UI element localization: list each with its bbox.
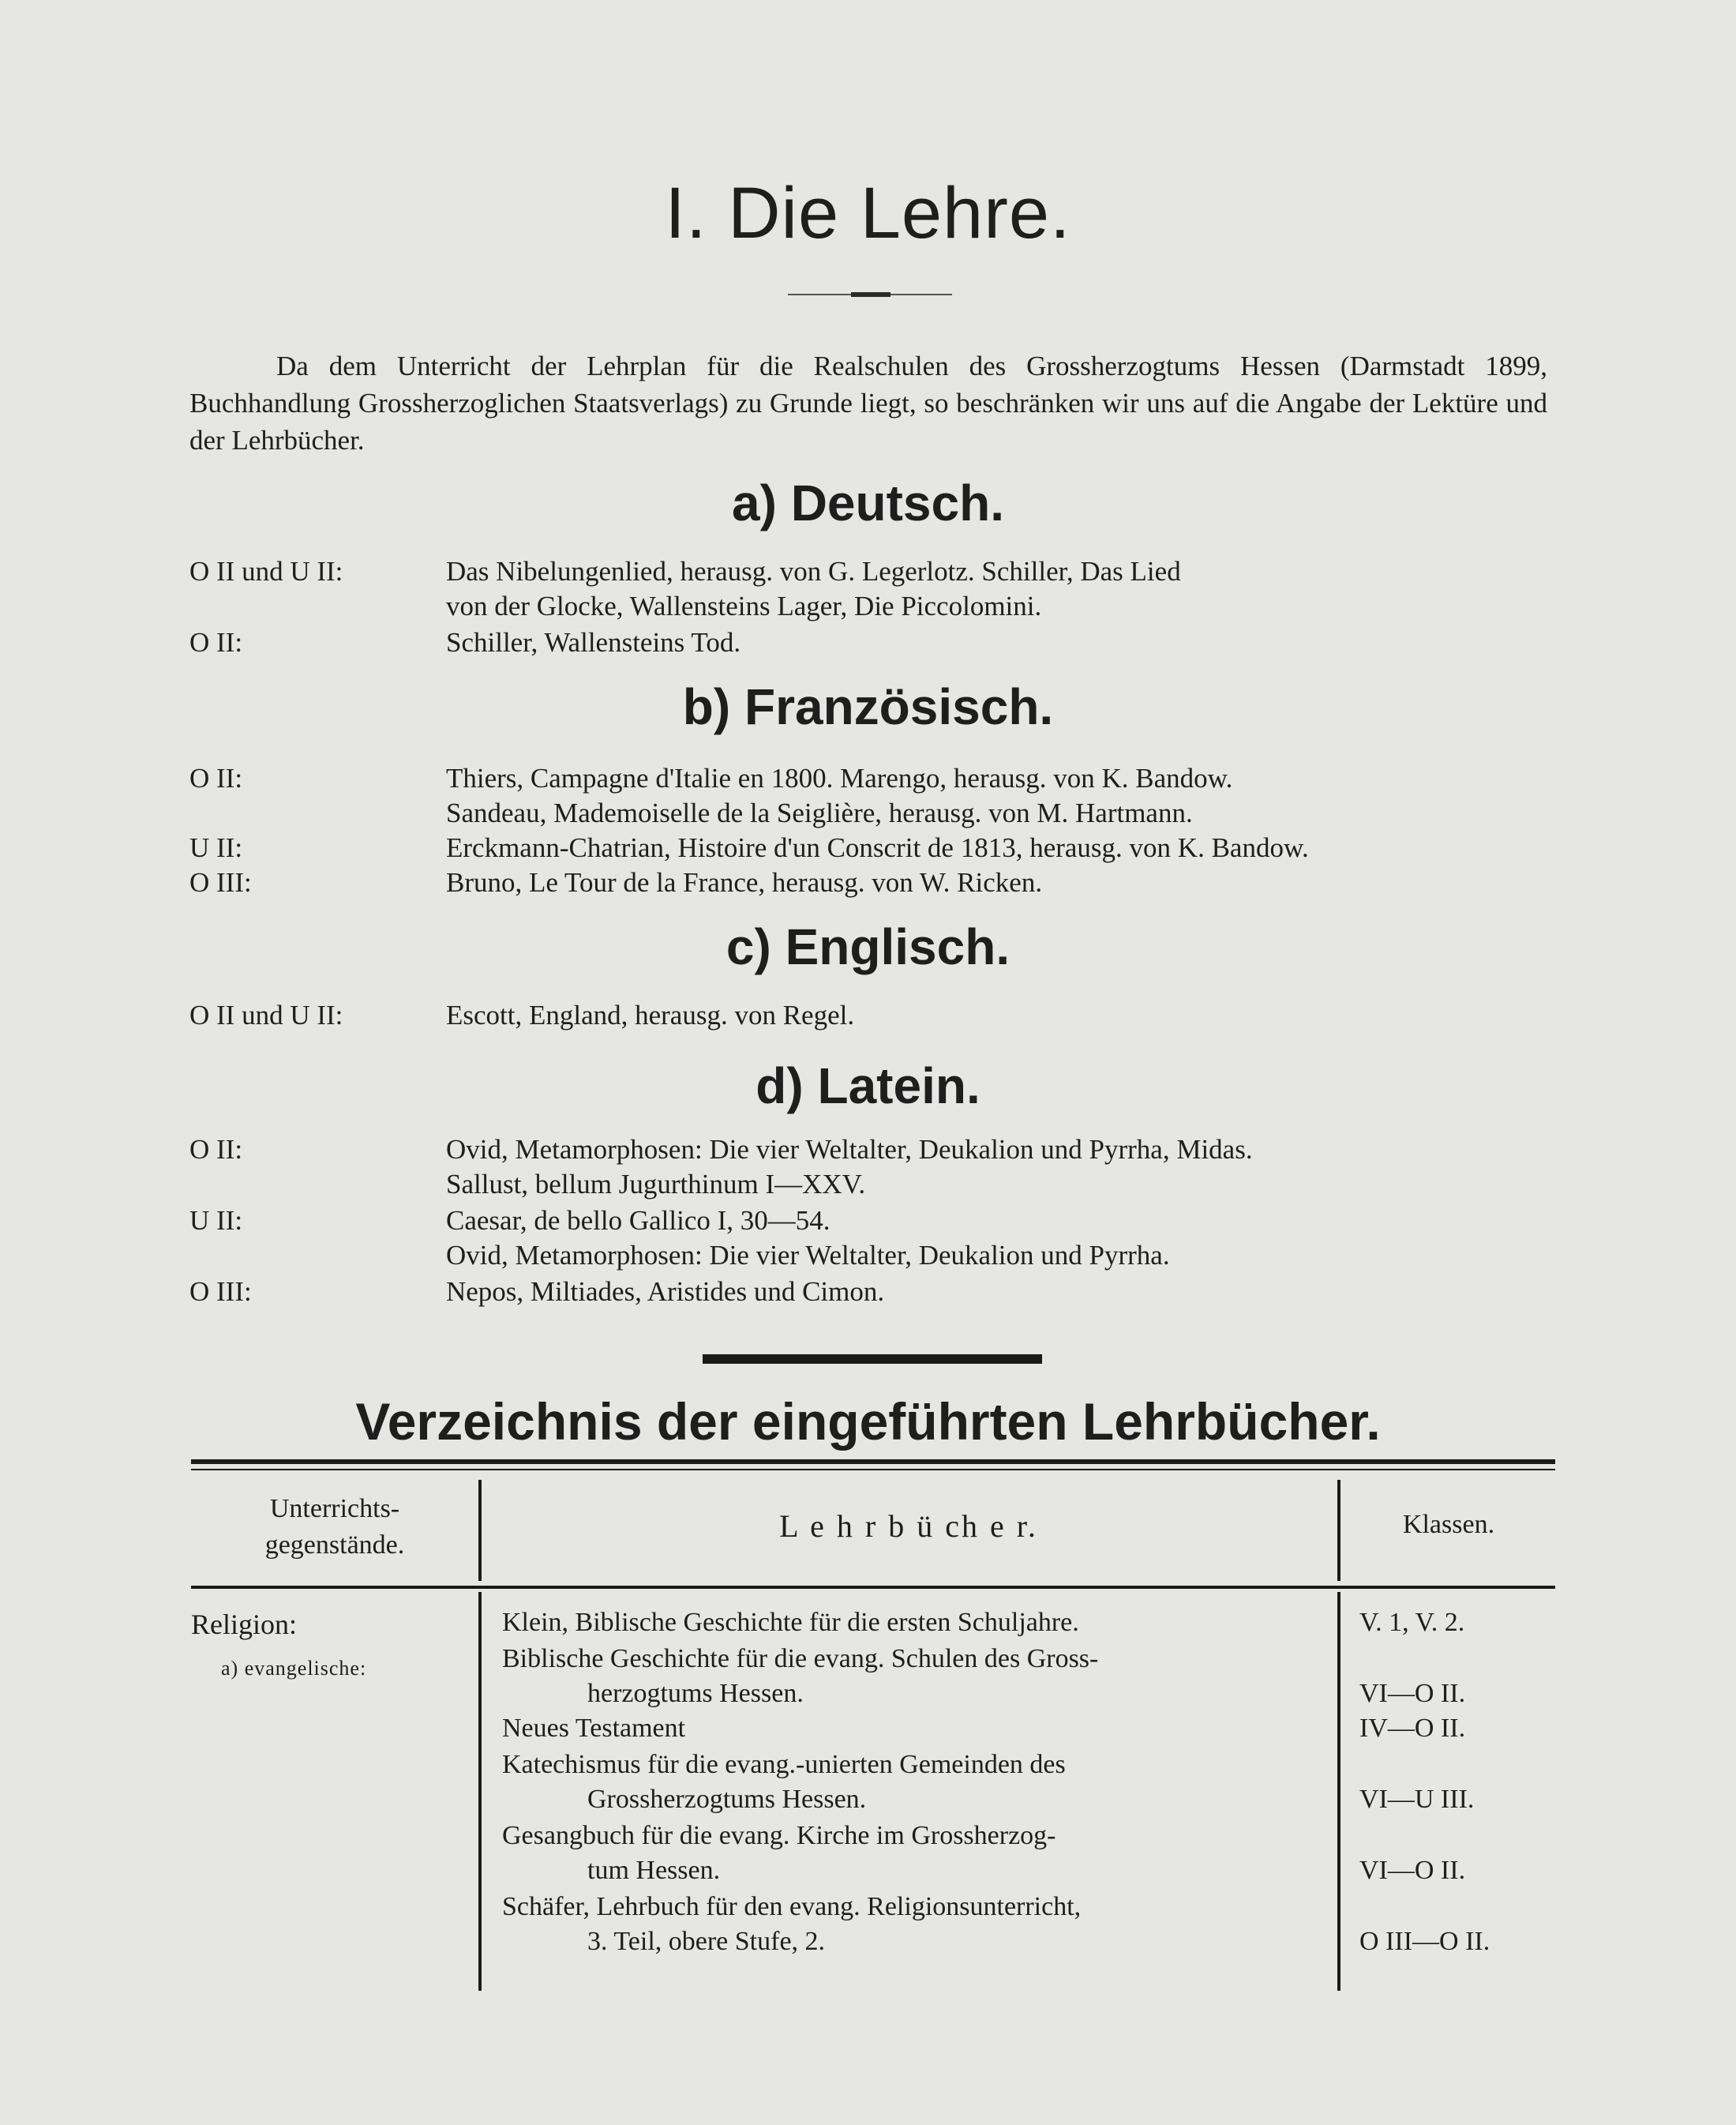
reading-line: Caesar, de bello Gallico I, 30—54. — [446, 1205, 831, 1236]
book-line: Schäfer, Lehrbuch für den evang. Religionsunterricht, — [502, 1892, 1082, 1921]
class-label: O II und U II: — [189, 556, 343, 587]
book-classes: VI—O II. — [1359, 1679, 1466, 1708]
table-top-rule-thin — [191, 1469, 1555, 1470]
table-column-divider — [478, 1480, 482, 1581]
title-divider-center — [851, 292, 890, 297]
section-heading-englisch: c) Englisch. — [726, 918, 1010, 975]
intro-paragraph — [189, 347, 1547, 459]
book-line: tum Hessen. — [587, 1856, 721, 1885]
reading-line: Escott, England, herausg. von Regel. — [446, 1000, 855, 1031]
class-label: O II: — [189, 763, 243, 794]
reading-line: Sandeau, Mademoiselle de la Seiglière, herausg. von M. Hartmann. — [446, 798, 1193, 828]
class-label: O III: — [189, 1276, 252, 1307]
class-label: U II: — [189, 832, 243, 863]
header-classes: Klassen. — [1402, 1510, 1495, 1539]
book-classes: VI—O II. — [1359, 1856, 1466, 1885]
verzeichnis-heading: Verzeichnis der eingeführten Lehrbücher. — [355, 1392, 1381, 1451]
reading-line: Schiller, Wallensteins Tod. — [446, 627, 741, 658]
book-line: Biblische Geschichte für die evang. Schulen des Gross- — [502, 1644, 1099, 1673]
table-header-rule — [191, 1586, 1555, 1589]
page-title: I. Die Lehre. — [665, 173, 1071, 253]
reading-line: von der Glocke, Wallensteins Lager, Die Piccolomini. — [446, 591, 1042, 621]
reading-line: Sallust, bellum Jugurthinum I—XXV. — [446, 1169, 866, 1200]
book-classes: O III—O II. — [1359, 1927, 1490, 1956]
class-label: O II: — [189, 627, 243, 658]
book-line: Grossherzogtums Hessen. — [587, 1785, 867, 1814]
book-line: Gesangbuch für die evang. Kirche im Grossherzog- — [502, 1821, 1056, 1850]
class-label: O III: — [189, 867, 252, 898]
book-classes: IV—O II. — [1359, 1714, 1466, 1743]
reading-line: Erckmann-Chatrian, Histoire d'un Conscrit de 1813, herausg. von K. Bandow. — [446, 832, 1309, 863]
table-top-rule — [191, 1459, 1555, 1464]
reading-line: Thiers, Campagne d'Italie en 1800. Marengo, herausg. von K. Bandow. — [446, 763, 1233, 794]
class-label: O II und U II: — [189, 1000, 343, 1031]
reading-line: Nepos, Miltiades, Aristides und Cimon. — [446, 1276, 885, 1307]
table-column-divider — [1337, 1592, 1340, 1991]
section-heading-franzoesisch: b) Französisch. — [682, 678, 1054, 735]
reading-line: Ovid, Metamorphosen: Die vier Weltalter, Deukalion und Pyrrha, Midas. — [446, 1134, 1253, 1165]
subject-evangelisch: a) evangelische: — [221, 1657, 367, 1680]
book-line: herzogtums Hessen. — [587, 1679, 804, 1708]
book-line: 3. Teil, obere Stufe, 2. — [587, 1927, 826, 1956]
reading-line: Bruno, Le Tour de la France, herausg. von W. Ricken. — [446, 867, 1043, 898]
section-heading-latein: d) Latein. — [756, 1057, 980, 1114]
header-subject — [194, 1491, 475, 1564]
reading-line: Das Nibelungenlied, herausg. von G. Legerlotz. Schiller, Das Lied — [446, 556, 1181, 587]
subject-religion: Religion: — [191, 1609, 297, 1640]
book-line: Neues Testament — [502, 1714, 686, 1743]
header-books: L e h r b ü ch e r. — [779, 1508, 1038, 1544]
book-classes: VI—U III. — [1359, 1785, 1475, 1814]
table-column-divider — [1337, 1480, 1340, 1581]
section-separator — [703, 1354, 1042, 1364]
class-label: O II: — [189, 1134, 243, 1165]
reading-line: Ovid, Metamorphosen: Die vier Weltalter, Deukalion und Pyrrha. — [446, 1240, 1170, 1271]
intro-text: Da dem Unterricht der Lehrplan für die Realschulen des Grossherzogtums Hessen (Darmstadt 1899, Buchhandlung Grossherzoglichen Staatsverlags) zu Grunde liegt, so beschränken wir uns auf die Angabe der Lektüre und der Lehrbücher. — [189, 351, 1547, 456]
header-subject-line: gegenstände. — [264, 1530, 405, 1560]
section-heading-deutsch: a) Deutsch. — [732, 475, 1004, 531]
book-classes: V. 1, V. 2. — [1359, 1608, 1465, 1637]
book-line: Katechismus für die evang.-unierten Gemeinden des — [502, 1750, 1066, 1779]
class-label: U II: — [189, 1205, 243, 1236]
table-column-divider — [478, 1592, 482, 1991]
book-line: Klein, Biblische Geschichte für die ersten Schuljahre. — [502, 1608, 1079, 1637]
header-subject-line: Unterrichts- — [269, 1494, 400, 1523]
